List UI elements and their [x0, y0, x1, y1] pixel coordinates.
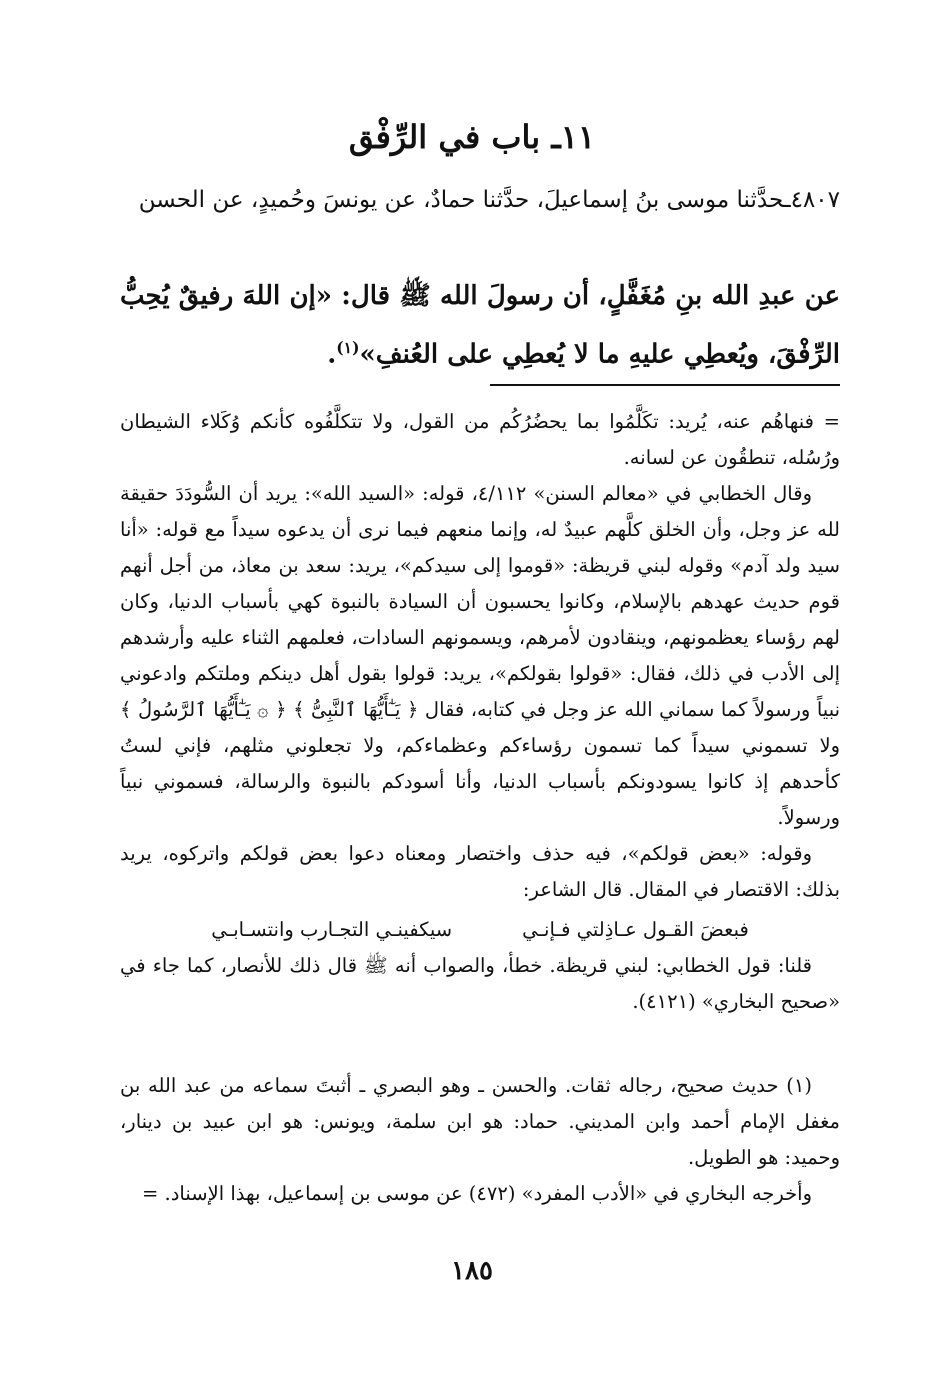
- hadith-matn-block: عن عبدِ الله بنِ مُغَفَّلٍ، أن رسولَ الله ﷺ قال: «إن اللهَ رفيقٌ يُحِبُّ الرِّفْقَ، ويُعطِي عليهِ ما لا يُعطِي على العُنفِ»$^{(١)}$.: [120, 281, 840, 370]
- footnote-marker: (١): [336, 338, 360, 357]
- page-number: ١٨٥: [451, 1256, 493, 1286]
- commentary-notes: [120, 404, 840, 1020]
- hadith-isnad-block: [120, 180, 840, 220]
- hadith-matn: عن عبدِ الله بنِ مُغَفَّلٍ، أن رسولَ الله ﷺ قال: «إن اللهَ رفيقٌ يُحِبُّ الرِّفْقَ، ويُعطِي عليهِ ما لا يُعطِي على العُنفِ»: [120, 281, 840, 370]
- note-paragraph: = فنهاهُم عنه، يُريد: تكَلَّمُوا بما يحضُرُكُم من القول، ولا تتكلَّفُوه كأنكم وُكَلاء الشيطان ورُسُله، تنطقُون عن لسانه.: [120, 410, 840, 469]
- poetry-verse: [120, 912, 840, 948]
- footnote-separator: [490, 384, 840, 386]
- verse-second-hemistich: سيكفينـي التجـارب وانتسـابـي: [211, 918, 453, 941]
- footnote-item: (١) حديث صحيح، رجاله ثقات. والحسن ـ وهو البصري ـ أثبتَ سماعه من عبد الله بن مغفل الإمام أحمد وابن المديني. حماد: هو ابن سلمة، ويونس: هو ابن عبيد بن دينار، وحميد: هو الطويل.: [120, 1074, 840, 1169]
- footnotes: [120, 1068, 840, 1212]
- chapter-title: ١١ـ باب في الرِّفْق: [348, 118, 596, 156]
- note-paragraph: وقال الخطابي في «معالم السنن» ٤/١١٢، قوله: «السيد الله»: يريد أن السُّودَدَ حقيقة لله عز وجل، وأن الخلق كلَّهم عبيدٌ له، وإنما منعهم فيما نرى أن يدعوه سيداً مع قوله: «أنا سيد ولد آدم» وقوله لبني قريظة: «قوموا إلى سيدكم»، يريد: سعد بن معاذ، من أجل أنهم قوم حديث عهدهم بالإسلام، وكانوا يحسبون أن السيادة بالنبوة كهي بأسباب الدنيا، وكان لهم رؤساء يعظمونهم، وينقادون لأمرهم، ويسمونهم السادات، فعلمهم الثناء عليه وأرشدهم إلى الأدب في ذلك، فقال: «قولوا بقولكم»، يريد: قولوا بقول أهل دينكم وملتكم وادعوني نبياً ورسولاً كما سماني الله عز وجل في كتابه، فقال ﴿ يَـٰٓأَيُّهَا ٱلنَّبِىُّ ﴾ ﴿ ۞ يَـٰٓأَيُّهَا ٱلرَّسُولُ ﴾ ولا تسموني سيداً كما تسمون رؤساءكم وعظماءكم، ولا تجعلوني مثلهم، فإني لستُ كأحدهم إذ كانوا يسودونكم بأسباب الدنيا، وأنا أسودكم بالنبوة والرسالة، فسموني نبياً ورسولاً.: [120, 482, 840, 829]
- note-paragraph: وقوله: «بعض قولكم»، فيه حذف واختصار ومعناه دعوا بعض قولكم واتركوه، يريد بذلك: الاقتصار في المقال. قال الشاعر:: [120, 842, 840, 901]
- verse-first-hemistich: فبعضَ القـول عـاذِلتي فـإنـي: [522, 918, 749, 941]
- hadith-isnad: حدَّثنا موسى بنُ إسماعيلَ، حدَّثنا حمادٌ، عن يونسَ وحُميدٍ، عن الحسن: [138, 187, 784, 213]
- footnote-item: وأخرجه البخاري في «الأدب المفرد» (٤٧٢) عن موسى بن إسماعيل، بهذا الإسناد. =: [142, 1182, 812, 1205]
- hadith-number: ٤٨٠٧ـ: [783, 187, 840, 213]
- note-paragraph: قلنا: قول الخطابي: لبني قريظة. خطأ، والصواب أنه ﷺ قال ذلك للأنصار، كما جاء في «صحيح البخاري» (٤١٢١).: [120, 954, 840, 1013]
